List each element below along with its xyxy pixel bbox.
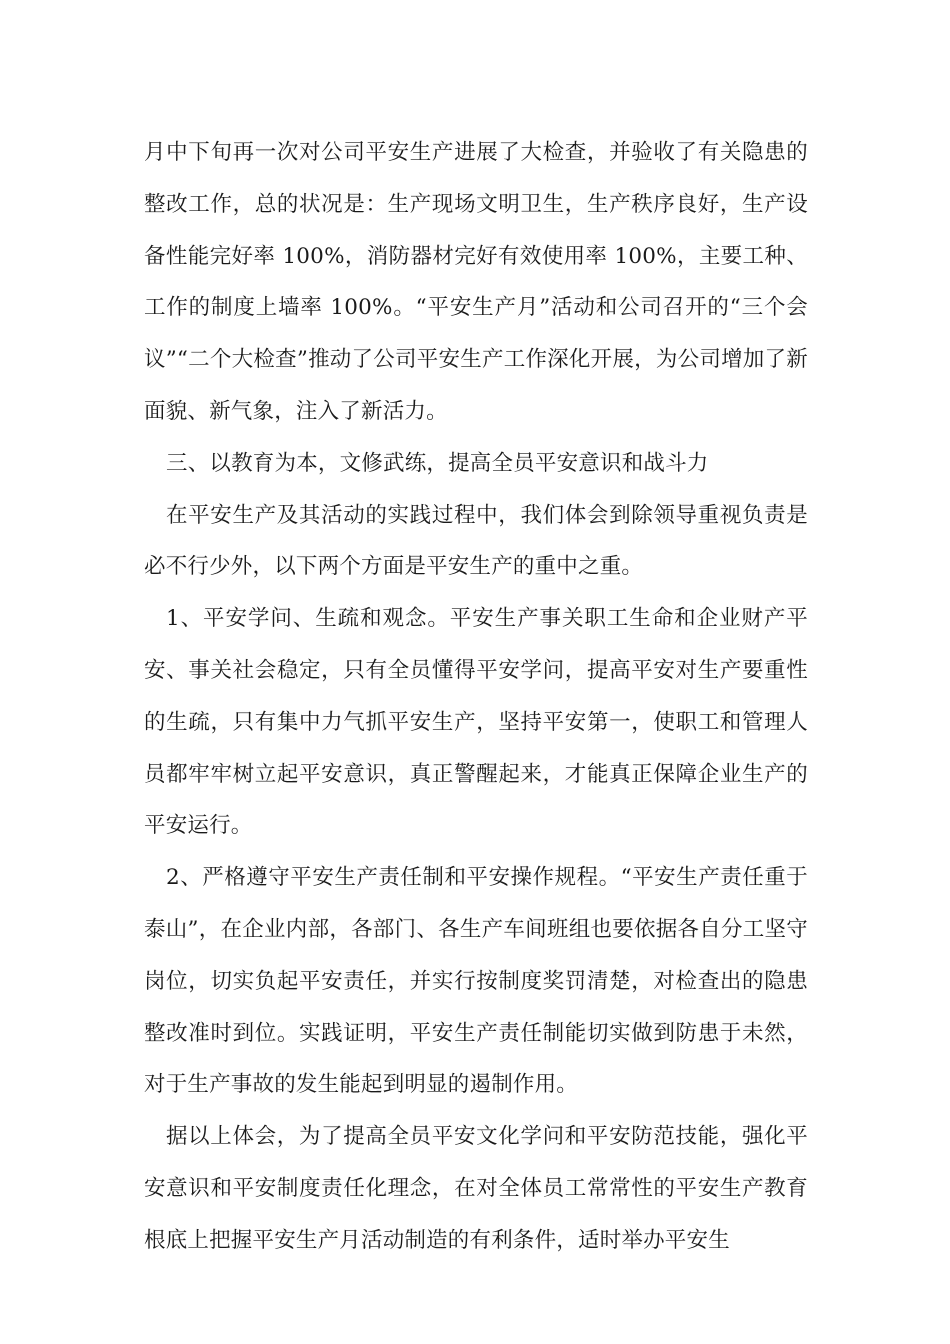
document-body: [144, 127, 808, 1267]
paragraph-point-1-safety-knowledge: 1、平安学问、生疏和观念。平安生产事关职工生命和企业财产平安、事关社会稳定，只有全员懂得平安学问，提高平安对生产要重性的生疏，只有集中力气抓平安生产，坚持平安第一，使职工和管理人员都牢牢树立起平安意识，真正警醒起来，才能真正保障企业生产的平安运行。: [144, 606, 808, 839]
paragraph-practice-experience: 在平安生产及其活动的实践过程中，我们体会到除领导重视负责是必不行少外，以下两个方面是平安生产的重中之重。: [144, 502, 808, 580]
paragraph-point-2-responsibility: 2、严格遵守平安生产责任制和平安操作规程。“平安生产责任重于泰山”，在企业内部，各部门、各生产车间班组也要依据各自分工坚守岗位，切实负起平安责任，并实行按制度奖罚清楚，对检查出的隐患整改准时到位。实践证明，平安生产责任制能切实做到防患于未然，对于生产事故的发生能起到明显的遏制作用。: [144, 865, 808, 1098]
section-heading-education: 三、以教育为本，文修武练，提高全员平安意识和战斗力: [166, 450, 709, 476]
paragraph-inspection-summary: 月中下旬再一次对公司平安生产进展了大检查，并验收了有关隐患的整改工作，总的状况是：生产现场文明卫生，生产秩序良好，生产设备性能完好率 100%，消防器材完好有效使用率 100%，主要工种、工作的制度上墙率 100%。“平安生产月”活动和公司召开的“三个会议”“二个大检查”推动了公司平安生产工作深化开展，为公司增加了新面貌、新气象，注入了新活力。: [144, 140, 808, 424]
paragraph-conclusion-training: 据以上体会，为了提高全员平安文化学问和平安防范技能，强化平安意识和平安制度责任化理念，在对全体员工常常性的平安生产教育根底上把握平安生产月活动制造的有利条件，适时举办平安生: [144, 1124, 808, 1253]
